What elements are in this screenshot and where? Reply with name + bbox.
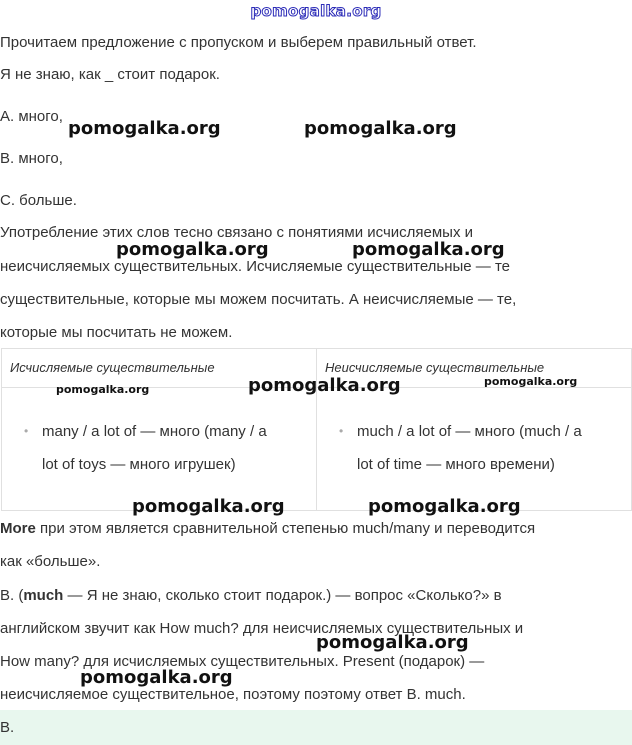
task-sentence: Я не знаю, как _ стоит подарок. [0,66,220,83]
explain-line-3: существительные, которые мы можем посчитать. А неисчисляемые — те, [0,291,517,308]
site-watermark-top: pomogalka.org [250,2,382,20]
final-answer-bar [0,710,632,745]
cell-line: much / a lot of — много (much / a [357,423,582,440]
explain-line-2: неисчисляемых существительных. Исчисляемые существительные — те [0,258,511,275]
option-c: C. больше. [0,192,77,209]
watermark-small: pomogalka.org [56,383,150,396]
more-line-2: как «больше». [0,553,101,570]
bullet-icon: • [24,424,29,438]
watermark: pomogalka.org [132,496,285,517]
option-a: A. много, [0,108,63,125]
more-line-1: More при этом является сравнительной степенью much/many и переводится [0,520,536,537]
watermark: pomogalka.org [316,632,469,653]
explain-line-4: которые мы посчитать не можем. [0,324,233,341]
watermark: pomogalka.org [68,118,221,139]
answer-bold-word: much [23,587,64,604]
answer-line-4: неисчисляемое существительное, поэтому поэтому ответ B. much. [0,686,466,703]
cell-uncountable [317,388,632,511]
cell-line: many / a lot of — много (many / a [42,423,267,440]
watermark: pomogalka.org [80,667,233,688]
cell-line: lot of time — много времени) [357,456,555,473]
explain-line-1: Употребление этих слов тесно связано с понятиями исчисляемых и [0,224,474,241]
answer-line-1: B. (much — Я не знаю, сколько стоит подарок.) — вопрос «Сколько?» в [0,587,502,604]
cell-countable [2,388,317,511]
cell-line: lot of toys — много игрушек) [42,456,236,473]
header-countable: Исчисляемые существительные [2,349,317,388]
watermark: pomogalka.org [368,496,521,517]
watermark: pomogalka.org [248,375,401,396]
answer-line-2: английском звучит как How much? для неисчисляемых существительных и [0,620,524,637]
bullet-icon: • [339,424,344,438]
answer-line-3: How many? для исчисляемых существительных. Present (подарок) — [0,653,485,670]
watermark: pomogalka.org [304,118,457,139]
intro-text: Прочитаем предложение с пропуском и выберем правильный ответ. [0,34,477,51]
final-answer: B. [0,719,15,736]
header-uncountable: Неисчисляемые существительные [317,349,632,388]
watermark: pomogalka.org [116,239,269,260]
watermark-small: pomogalka.org [484,375,578,388]
watermark: pomogalka.org [352,239,505,260]
noun-table [1,348,632,511]
more-word: More [0,520,36,537]
option-b: B. много, [0,150,63,167]
